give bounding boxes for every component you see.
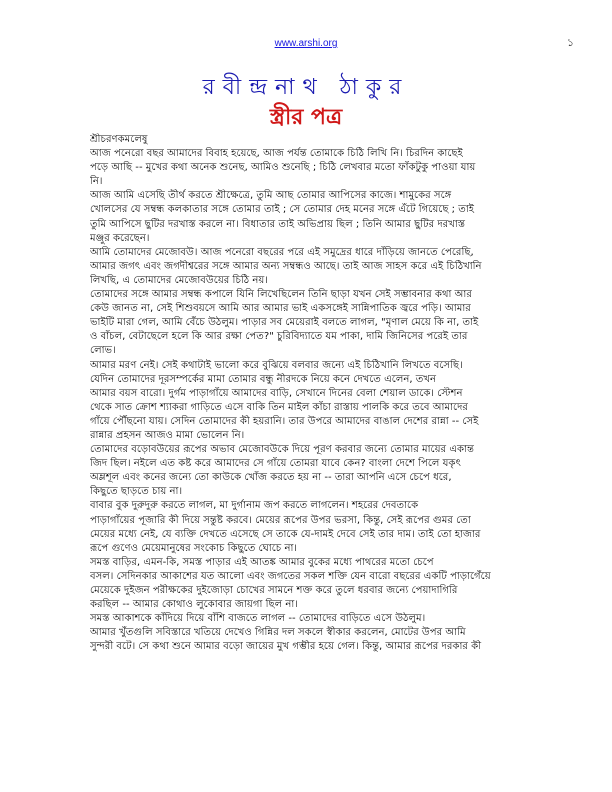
text-line: শ্রীচরণকমলেষু [90,134,148,145]
text-line: সমস্ত আকাশকে কাঁদিয়ে দিয়ে বাঁশি বাজতে লাগল -- তোমাদের বাড়িতে এসে উঠলুম। [90,613,426,625]
text-line: খোলসের যে সম্বন্ধ কলকাতার সঙ্গে তোমার তাই ; সে তোমার দেহ মনের সঙ্গে এঁটে গিয়েছে ; তাই [90,204,475,216]
text-line: যেদিন তোমাদের দূরসম্পর্কের মামা তোমার বন্ধু নীরদকে নিয়ে কনে দেখতে এলেন, তখন [90,373,437,385]
text-line: আমার মরণ নেই। সেই কথাটাই ভালো করে বুঝিয়ে বলবার জন্যে এই চিঠিখানি লিখতে বসেছি। [90,359,463,371]
paragraph [90,147,560,189]
text-line: ভাইটি মারা গেল, আমি বেঁচে উঠলুম। পাড়ার সব মেয়েরাই বলতে লাগল, "মৃণাল মেয়ে কি না, তাই [90,317,479,329]
paragraph [90,443,560,499]
paragraph [90,288,560,358]
paragraph [90,359,560,444]
text-line: নি। [90,176,103,188]
text-line: বসল। সেদিনকার আকাশের যত আলো এবং জগতের সকল শক্তি যেন বারো বছরের একটি পাড়াগেঁয়ে [90,570,491,582]
text-line: তোমাদের সঙ্গে আমার সম্বন্ধ কপালে যিনি লিখেছিলেন তিনি ছাড়া যখন সেই সম্ভাবনার কথা আর [90,289,472,301]
text-line: তোমাদের বড়োবউয়ের রূপের অভাব মেজোবউকে দিয়ে পূরণ করবার জন্যে তোমার মায়ের একান্ত [90,444,474,456]
text-line: সুন্দরী বটে। সে কথা শুনে আমার বড়ো জায়ের মুখ গম্ভীর হয়ে গেল। কিন্তু, আমার রূপের দরকার কী [90,641,482,653]
text-line: আজ পনেরো বছর আমাদের বিবাহ হয়েছে, আজ পর্যন্ত তোমাকে চিঠি লিখি নি। চিরদিন কাছেই [90,148,463,160]
paragraph [90,556,560,612]
author-heading: রবীন্দ্রনাথ ঠাকুর [202,75,410,100]
page-number: ১ [566,36,574,49]
paragraph [90,189,560,245]
text-line: তুমি আপিসে ছুটির দরখাস্ত করলে না। বিধাতার তাই অভিপ্রায় ছিল ; তিনি আমার ছুটির দরখাস্ত [90,218,466,230]
text-line: গাঁয়ে পৌঁছনো যায়। সেদিন তোমাদের কী হয়রানি। তার উপরে আমাদের বাঙাল দেশের রান্না -- সেই [90,415,479,427]
text-line: থেকে সাত ক্রোশ শ্যাকরা গাড়িতে এসে বাকি তিন মাইল কাঁচা রাস্তায় পালকি করে তবে আমাদের [90,401,468,413]
paragraph [90,499,560,555]
paragraph [90,246,560,288]
text-line: মেয়েকে দুইজন পরীক্ষকের দুইজোড়া চোখের সামনে শক্ত করে তুলে ধরবার জন্যে পেয়াদাগিরি [90,585,458,596]
site-link[interactable]: www.arshi.org [274,38,338,49]
text-line: পাড়াগাঁয়ের পূজারি কী দিয়ে সন্তুষ্ট করবে। মেয়ের রূপের উপর ভরসা, কিন্তু, সেই রূপের গুমর তো [90,514,471,526]
text-line: রান্নার প্রহসন আজও মামা ভোলেন নি। [90,429,245,441]
text-line: আমার খুঁতগুলি সবিস্তারে খতিয়ে দেখেও গিন্নির দল সকলে স্বীকার করলেন, মোটের উপর আমি [90,627,466,639]
text-line: আমার জগৎ এবং জগদীশ্বরের সঙ্গে আমার অন্য সম্বন্ধও আছে। তাই আজ সাহস করে এই চিঠিখানি [90,260,482,272]
letter-body [90,133,560,654]
text-line: বাবার বুক দুরুদুরু করতে লাগল, মা দুর্গানাম জপ করতে লাগলেন। শহরের দেবতাকে [90,500,419,512]
text-line: জিদ ছিল। নইলে এত কষ্ট করে আমাদের সে গাঁয়ে তোমরা যাবে কেন? বাংলা দেশে পিলে যকৃৎ [90,458,461,470]
text-line: অম্লশূল এবং কনের জন্যে তো কাউকে খোঁজ করতে হয় না -- তারা আপনি এসে চেপে ধরে, [90,472,452,484]
text-line: ও বাঁচল, বেটাছেলে হলে কি আর রক্ষা পেত?" চুরিবিদ্যাতে যম পাকা, দামি জিনিসের পরেই তার [90,331,468,343]
text-line: পড়ে আছি -- মুখের কথা অনেক শুনেছ, আমিও শুনেছি ; চিঠি লেখবার মতো ফাঁকটুকু পাওয়া যায় [90,162,476,174]
text-line: সমস্ত বাড়ির, এমন-কি, সমস্ত পাড়ার এই আতঙ্ক আমার বুকের মধ্যে পাথরের মতো চেপে [90,556,434,568]
document-title: স্ত্রীর পত্র [269,105,343,130]
text-line: লোভ। [90,345,116,357]
text-line: রূপে গুণেও মেয়েমানুষের সংকোচ কিছুতে ঘোচে না। [90,542,298,554]
text-line: লিখছি, এ তোমাদের মেজোবউয়ের চিঠি নয়। [90,274,268,286]
text-line: কিছুতে ছাড়তে চায় না। [90,486,183,498]
text-line: মঞ্জুর করেছেন। [90,232,150,244]
text-line: করছিল -- আমার কোথাও লুকোবার জায়গা ছিল না। [90,599,298,611]
paragraph [90,612,560,654]
text-line: আমার বয়স বারো। দুর্গম পাড়াগাঁয়ে আমাদের বাড়ি, সেখানে দিনের বেলা শেয়াল ডাকে। স্টেশন [90,387,463,399]
text-line: মেয়ের মধ্যে নেই, যে ব্যক্তি দেখতে এসেছে সে তাকে যে-দামই দেবে সেই তার দাম। তাই তো হাজার [90,528,481,540]
text-line: কেউ জানত না, সেই শিশুবয়সে আমি আর আমার ভাই একসঙ্গেই সান্নিপাতিক জ্বরে পড়ি। আমার [90,303,471,315]
text-line: আমি তোমাদের মেজোবউ। আজ পনেরো বছরের পরে এই সমুদ্রের ধারে দাঁড়িয়ে জানতে পেরেছি, [90,246,474,258]
text-line: আজ আমি এসেছি তীর্থ করতে শ্রীক্ষেত্রে, তুমি আছ তোমার আপিসের কাজে। শামুকের সঙ্গে [90,190,452,202]
paragraph [90,133,560,147]
